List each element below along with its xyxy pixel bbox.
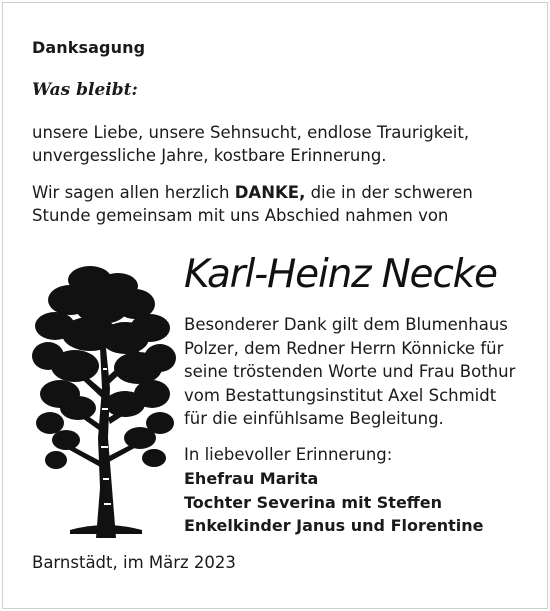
thanks-text-after: die in der schweren [305, 183, 473, 202]
family-member: Tochter Severina mit Steffen [184, 492, 443, 512]
notice-heading: Danksagung [32, 38, 146, 57]
thanks-emphasis: DANKE, [234, 183, 306, 202]
special-thanks-line: seine tröstenden Worte und Frau Bothur [184, 362, 516, 381]
special-thanks-line: Polzer, dem Redner Herrn Könnicke für [184, 338, 504, 358]
special-thanks-line: Besonderer Dank gilt dem Blumenhaus [184, 315, 508, 334]
notice-subheading: Was bleibt: [32, 80, 138, 100]
family-member: Ehefrau Marita [184, 469, 319, 488]
special-thanks-line: vom Bestattungsinstitut Axel Schmidt [184, 385, 497, 405]
intro-line-2: unvergessliche Jahre, kostbare Erinnerung. [32, 146, 387, 165]
special-thanks-line: für die einfühlsame Begleitung. [184, 409, 444, 428]
family-member: Enkelkinder Janus und Florentine [184, 516, 484, 535]
memory-label: In liebevoller Erinnerung: [184, 445, 393, 464]
thanks-text-before: Wir sagen allen herzlich [32, 183, 235, 202]
intro-line-1: unsere Liebe, unsere Sehnsucht, endlose Traurigkeit, [32, 123, 470, 142]
special-thanks [184, 313, 515, 431]
place-date: Barnstädt, im März 2023 [32, 553, 236, 572]
birch-tree-icon [30, 258, 180, 538]
thanks-line-2: Stunde gemeinsam mit uns Abschied nahmen von [32, 206, 449, 225]
family-list [184, 467, 484, 538]
deceased-name: Karl-Heinz Necke [184, 252, 497, 297]
intro-paragraph [32, 121, 469, 167]
thanks-paragraph [32, 181, 473, 227]
thanks-line-1 [32, 181, 473, 204]
